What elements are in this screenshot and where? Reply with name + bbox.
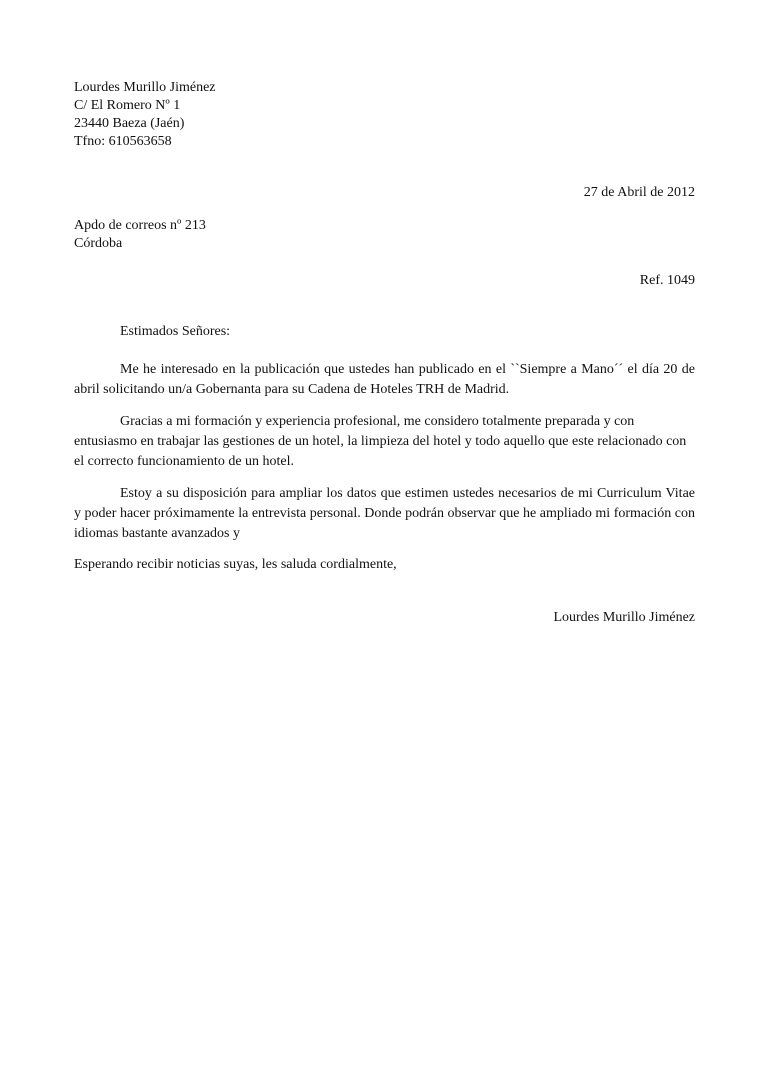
recipient-line-1: Apdo de correos nº 213 <box>74 218 206 233</box>
recipient-line-2: Córdoba <box>74 236 123 251</box>
paragraph-1 <box>74 360 695 400</box>
paragraph-2-text: Gracias a mi formación y experiencia profesional, me considero totalmente preparada y con entusiasmo en trabajar las gestiones de un hotel, la limpieza del hotel y todo aquello que este relacionado con el correcto funcionamiento de un hotel. <box>74 414 687 469</box>
paragraph-3 <box>74 484 695 544</box>
reference-number: Ref. 1049 <box>639 273 695 288</box>
closing-line: Esperando recibir noticias suyas, les saluda cordialmente, <box>74 557 397 572</box>
sender-name: Lourdes Murillo Jiménez <box>74 80 216 95</box>
paragraph-1-text: Me he interesado en la publicación que ustedes han publicado en el ``Siempre a Mano´´ el día 20 de abril solicitando un/a Gobernanta para su Cadena de Hoteles TRH de Madrid. <box>74 362 695 397</box>
sender-phone: Tfno: 610563658 <box>74 134 172 149</box>
sender-city: 23440 Baeza (Jaén) <box>74 116 185 131</box>
signature: Lourdes Murillo Jiménez <box>553 610 695 625</box>
paragraph-2 <box>74 412 695 472</box>
sender-street: C/ El Romero Nº 1 <box>74 98 181 113</box>
greeting: Estimados Señores: <box>120 324 231 339</box>
letter-date: 27 de Abril de 2012 <box>583 185 695 200</box>
paragraph-3-text: Estoy a su disposición para ampliar los datos que estimen ustedes necesarios de mi Curriculum Vitae y poder hacer próximamente la entrevista personal. Donde podrán observar que he ampliado mi formación con idiomas bastante avanzados y <box>74 486 695 541</box>
